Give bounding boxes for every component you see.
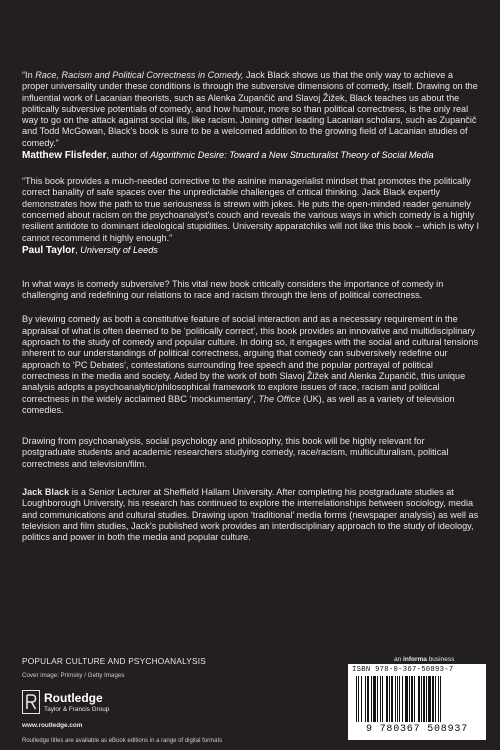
endorser-affiliation: University of Leeds — [80, 244, 158, 255]
quote-open: “In — [22, 70, 36, 80]
barcode-bar — [361, 676, 362, 722]
series-name: POPULAR CULTURE AND PSYCHOANALYSIS — [22, 656, 206, 666]
barcode-bar — [397, 676, 398, 722]
barcode-bar — [399, 676, 400, 722]
cover-image-credit: Cover image: Primsky / Getty Images — [22, 672, 125, 679]
barcode-bar — [409, 676, 410, 722]
informa-brand: informa — [403, 656, 427, 663]
barcode-bar — [426, 676, 427, 722]
ebook-note: Routledge titles are available as eBook editions in a range of digital formats — [22, 738, 223, 744]
publisher-group: Taylor & Francis Group — [44, 706, 110, 713]
barcode-bar — [405, 676, 408, 722]
endorser-affiliation: Algorithmic Desire: Toward a New Structuralist Theory of Social Media — [150, 150, 434, 161]
author-bio-text: is a Senior Lecturer at Sheffield Hallam University. After completing his postgraduate studies at Loughborough University, his research has continued to explore the interrelationships between sociology, media and communications and cultural studies. Drawing upon ‘traditional’ media forms (newspaper analysis) as well as television and film studies, Jack’s published work provides an interdisciplinary approach to the study of ideology, politics and power in both the media and popular culture. — [22, 487, 479, 543]
show-title: The Office — [258, 393, 301, 404]
barcode-bar — [418, 676, 420, 722]
routledge-r-icon — [22, 690, 40, 714]
barcode-digits: 9 780367 508937 — [365, 724, 468, 735]
barcode-bar — [367, 676, 369, 722]
barcode-bar — [373, 676, 376, 722]
barcode-bars — [356, 676, 478, 724]
quote-body: Jack Black shows us that the only way to achieve a proper universality under these conditions is through the subversive dimensions of comedy, itself. Drawing on the influential work of Lacanian theorists, such as Alenka Zupančič and Slavoj Žižek, Black teaches us about the politically subversive potentials of comedy, and how humour, more so than political correctness, is the only real way to go on the attack against social ills, like racism. Joining other leading Lacanian scholars, such as Zupančič and Todd McGowan, Black’s book is sure to be a welcomed addition to the growing field of Lacanian studies of comedy.” — [22, 70, 478, 148]
publisher-logo — [22, 690, 142, 720]
barcode-bar — [440, 676, 441, 722]
barcode-bar — [386, 676, 388, 722]
author-name: Jack Black — [22, 487, 70, 498]
blurb-paragraph-1: In what ways is comedy subversive? This vital new book critically considers the importance of comedy in challenging and redefining our relations to race and racism through the lens of political correctness. — [22, 278, 444, 301]
publisher-url[interactable]: www.routledge.com — [22, 722, 83, 729]
barcode-bar — [389, 676, 390, 722]
isbn-barcode — [348, 664, 486, 740]
endorsement-quote-1 — [22, 70, 480, 149]
author-bio — [22, 487, 480, 543]
blurb-text: By viewing comedy as both a constitutive feature of social interaction and as a necessary requirement in the appraisal of what is often deemed to be ‘politically correct’, this book provides an innovative and multidisciplinary approach to the study of comedy and popular culture. In doing so, it engages with the social and cultural tensions inherent to our understandings of political correctness, arguing that comedy can subversively redefine our approach to ‘PC Debates’, contestations surrounding free speech and the popular portrayal of political correctness in the media and society. Aided by the work of both Slavoj Žižek and Alenka Zupančič, this unique analysis adopts a psychoanalytic/philosophical framework to explore issues of race, racism and political correctness in the widely acclaimed BBC ‘mockumentary’, — [22, 314, 479, 404]
barcode-bar — [358, 676, 359, 722]
endorser-name: Paul Taylor — [22, 244, 76, 256]
barcode-bar — [377, 676, 378, 722]
barcode-bar — [423, 676, 425, 722]
barcode-bar — [395, 676, 396, 722]
barcode-bar — [414, 676, 415, 722]
barcode-bar — [365, 676, 366, 722]
endorsement-attribution-1 — [22, 149, 480, 162]
blurb-text-end: (UK), as well as a variety of television comedies. — [22, 393, 455, 415]
endorsement-quote-2: “This book provides a much-needed corrective to the asinine managerialist mindset that promotes the politically correct banality of safe spaces over the unpredictable challenges of critical thinking. Jack Black expertly demonstrates how the path to true seriousness is strewn with jokes. He puts the open-minded reader genuinely concerned about racism on the psychoanalyst’s couch and reveals the various ways in which comedy is a highly resilient antidote to dominant ideological stupidities. University apparatchiks will not like this book – which is why I cannot recommend it highly enough.” — [22, 176, 479, 243]
barcode-bar — [432, 676, 434, 722]
endorsement-attribution-2 — [22, 244, 480, 257]
publisher-name: Routledge — [44, 691, 103, 705]
barcode-bar — [402, 676, 403, 722]
barcode-bar — [438, 676, 439, 722]
barcode-bar — [428, 676, 431, 722]
barcode-bar — [371, 676, 372, 722]
informa-imprint — [394, 656, 454, 663]
barcode-bar — [356, 676, 357, 722]
barcode-bar — [391, 676, 393, 722]
isbn-label: ISBN 978-0-367-50893-7 — [352, 666, 454, 674]
barcode-bar — [382, 676, 383, 722]
barcode-bar — [421, 676, 422, 722]
barcode-bar — [411, 676, 413, 722]
blurb-paragraph-3: Drawing from psychoanalysis, social psychology and philosophy, this book will be highly relevant for postgraduate students and academic researchers studying comedy, race/racism, multiculturalism, political correctness and television/film. — [22, 436, 449, 469]
imprint-post: business — [426, 656, 455, 663]
imprint-pre: an — [394, 656, 404, 663]
endorser-name: Matthew Flisfeder — [22, 150, 107, 162]
barcode-bar — [380, 676, 381, 722]
affiliation-prefix: , — [75, 244, 81, 255]
affiliation-prefix: , author of — [106, 150, 151, 161]
blurb-paragraph-2 — [22, 314, 480, 416]
quote-book-title: Race, Racism and Political Correctness in Comedy, — [35, 70, 244, 80]
barcode-bar — [435, 676, 436, 722]
back-cover-text — [22, 70, 480, 544]
